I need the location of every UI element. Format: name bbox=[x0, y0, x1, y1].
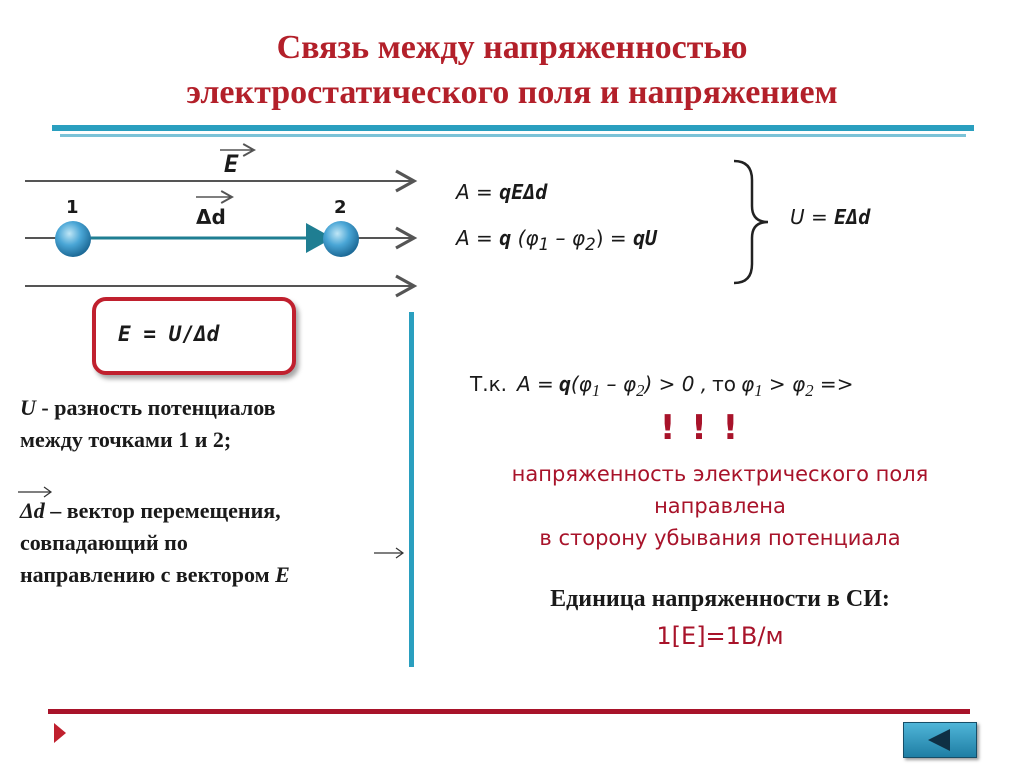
work1-lhs: A = bbox=[456, 180, 493, 204]
si-unit-caption: Единица напряженности в СИ: bbox=[550, 586, 890, 612]
si-unit-value: 1[E]=1В/м bbox=[656, 622, 784, 650]
vertical-divider bbox=[409, 312, 414, 667]
work2-qu: qU bbox=[632, 226, 658, 250]
work2-minus: – φ bbox=[549, 226, 586, 250]
cond-phi1-sub: 1 bbox=[754, 381, 763, 400]
title-divider bbox=[52, 125, 974, 131]
work2-q: q bbox=[499, 226, 512, 250]
work2-sub-1: 1 bbox=[538, 235, 550, 254]
cond-minus: – φ bbox=[600, 372, 637, 396]
work2-lhs: A = bbox=[456, 226, 493, 250]
cond-sub-2: 2 bbox=[636, 381, 645, 400]
page-title-line-1: Связь между напряженностью bbox=[276, 29, 748, 66]
work1-rhs: qEΔd bbox=[499, 180, 548, 204]
u-symbol: U bbox=[20, 395, 36, 420]
point-2-label: 2 bbox=[334, 197, 347, 218]
work2-paren-close: ) = bbox=[595, 226, 627, 250]
cond-to: то bbox=[712, 372, 737, 396]
result-lhs: U = bbox=[790, 205, 828, 229]
result-rhs: EΔd bbox=[834, 205, 871, 229]
cond-phi1: φ bbox=[741, 372, 755, 396]
u-def-line-2: между точками 1 и 2; bbox=[20, 427, 232, 452]
formula-slash: / bbox=[181, 322, 194, 346]
conclusion-condition bbox=[470, 372, 853, 401]
cond-arrow: => bbox=[813, 372, 854, 396]
point-1-label: 1 bbox=[66, 197, 79, 218]
formula-dd-symbol: Δd bbox=[193, 322, 220, 346]
back-button[interactable] bbox=[903, 722, 977, 758]
conclusion-statement bbox=[420, 458, 1020, 554]
conclusion-line-2: направлена bbox=[654, 494, 786, 518]
cond-paren: (φ bbox=[570, 372, 592, 396]
cond-a: A = bbox=[517, 372, 554, 396]
work2-paren-open: (φ bbox=[517, 226, 539, 250]
curly-brace bbox=[726, 158, 776, 286]
dd-def-line-1: – вектор перемещения, bbox=[44, 498, 281, 523]
formula-u-symbol: U bbox=[168, 322, 182, 346]
dd-symbol: Δd bbox=[20, 498, 45, 523]
conclusion-line-1: напряженность электрического поля bbox=[511, 462, 929, 486]
dd-def-line-2: совпадающий по bbox=[20, 530, 188, 555]
work-formula-1 bbox=[456, 180, 547, 204]
e-symbol-text: E bbox=[275, 562, 290, 587]
formula-e-u-dd bbox=[118, 322, 219, 346]
title-divider-thin bbox=[60, 134, 966, 137]
cond-phi2-sub: 2 bbox=[805, 381, 814, 400]
u-definition bbox=[20, 392, 410, 456]
displacement-label: Δd bbox=[196, 205, 226, 229]
field-label: E bbox=[224, 150, 239, 178]
conclusion-line-3: в сторону убывания потенциала bbox=[539, 526, 901, 550]
cond-gt-zero: ) > 0 , bbox=[644, 372, 708, 396]
exclamation-marks: ! ! ! bbox=[659, 408, 741, 448]
charge-point-1 bbox=[55, 221, 91, 257]
triangle-left-icon[interactable] bbox=[48, 721, 68, 745]
formula-equals: = bbox=[143, 322, 156, 346]
dd-def-line-3: направлению с вектором bbox=[20, 562, 270, 587]
work2-sub-2: 2 bbox=[585, 235, 596, 254]
play-back-icon bbox=[904, 723, 976, 757]
cond-sub-1: 1 bbox=[591, 381, 601, 400]
e-symbol-arrow bbox=[372, 547, 408, 559]
cond-gt: > φ bbox=[762, 372, 806, 396]
cond-q: q bbox=[558, 372, 571, 396]
footer-divider bbox=[48, 709, 970, 714]
result-formula bbox=[790, 205, 870, 229]
tk-label: Т.к. bbox=[470, 372, 508, 396]
work-formula-2 bbox=[456, 226, 657, 254]
dd-definition bbox=[20, 495, 412, 591]
page-title-line-2: электростатического поля и напряжением bbox=[186, 74, 838, 111]
charge-point-2 bbox=[323, 221, 359, 257]
formula-e-symbol: E bbox=[118, 322, 131, 346]
u-def-line-1: - разность потенциалов bbox=[35, 395, 276, 420]
